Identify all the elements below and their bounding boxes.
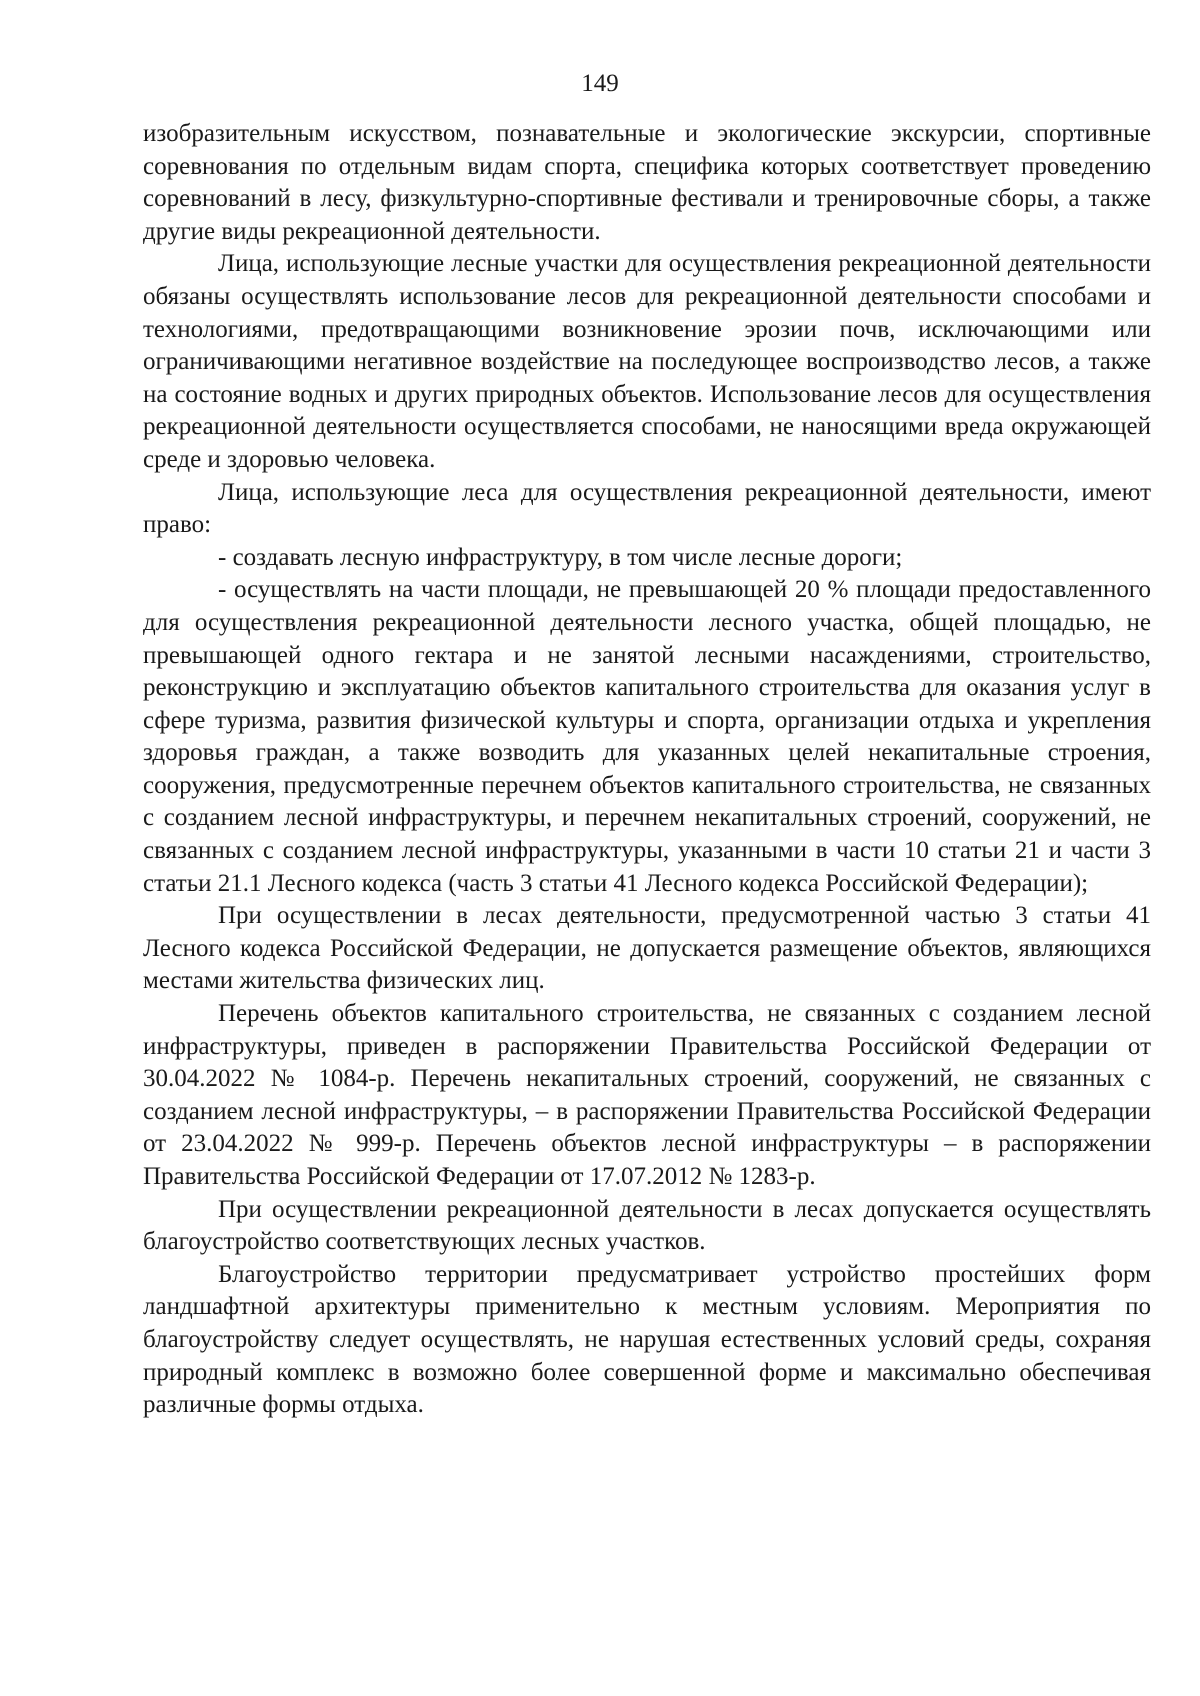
page-number: 149	[581, 70, 619, 97]
paragraph-lists-reference: Перечень объектов капитального строительства, не связанных с созданием лесной инфраструктуры, приведен в распоряжении Правительства Российской Федерации от 30.04.2022 № 1084-р. Перечень некапитальных строений, сооружений, не связанных с созданием лесной инфраструктуры, – в распоряжении Правительства Российской Федерации от 23.04.2022 № 999-р. Перечень объектов лесной инфраструктуры – в распоряжении Правительства Российской Федерации от 17.07.2012 № 1283-р.	[143, 1000, 1151, 1190]
paragraph-rights-intro: Лица, использующие леса для осуществления рекреационной деятельности, имеют право:	[143, 478, 1151, 539]
list-item-construction: - осуществлять на части площади, не превышающей 20 % площади предоставленного для осуществления рекреационной деятельности лесного участка, общей площадью, не превышающей одного гектара и не занятой лесными насаждениями, строительство, реконструкцию и эксплуатацию объектов капитального строительства для оказания услуг в сфере туризма, развития физической культуры и спорта, организации отдыха и укрепления здоровья граждан, а также возводить для указанных целей некапитальные строения, сооружения, предусмотренные перечнем объектов капитального строительства, не связанных с созданием лесной инфраструктуры, и перечнем некапитальных строений, сооружений, не связанных с созданием лесной инфраструктуры, указанными в части 10 статьи 21 и части 3 статьи 21.1 Лесного кодекса (часть 3 статьи 41 Лесного кодекса Российской Федерации);	[143, 576, 1151, 897]
paragraph-restriction: При осуществлении в лесах деятельности, предусмотренной частью 3 статьи 41 Лесного кодекса Российской Федерации, не допускается размещение объектов, являющихся местами жительства физических лиц.	[143, 902, 1151, 995]
paragraph-landscaping-allowed: При осуществлении рекреационной деятельности в лесах допускается осуществлять благоустройство соответствующих лесных участков.	[143, 1195, 1151, 1256]
paragraph-continuation: изобразительным искусством, познавательные и экологические экскурсии, спортивные соревнования по отдельным видам спорта, специфика которых соответствует проведению соревнований в лесу, физкультурно-спортивные фестивали и тренировочные сборы, а также другие виды рекреационной деятельности.	[143, 120, 1151, 245]
paragraph-landscaping-details: Благоустройство территории предусматривает устройство простейших форм ландшафтной архитектуры применительно к местным условиям. Мероприятия по благоустройству следует осуществлять, не нарушая естественных условий среды, сохраняя природный комплекс в возможно более совершенной форме и максимально обеспечивая различные формы отдыха.	[143, 1260, 1151, 1419]
paragraph-obligations: Лица, использующие лесные участки для осуществления рекреационной деятельности обязаны осуществлять использование лесов для рекреационной деятельности способами и технологиями, предотвращающими возникновение эрозии почв, исключающими или ограничивающими негативное воздействие на последующее воспроизводство лесов, а также на состояние водных и других природных объектов. Использование лесов для осуществления рекреационной деятельности осуществляется способами, не наносящими вреда окружающей среде и здоровью человека.	[143, 250, 1151, 473]
list-item-infrastructure: - создавать лесную инфраструктуру, в том числе лесные дороги;	[218, 543, 903, 571]
document-body	[143, 118, 1151, 1422]
